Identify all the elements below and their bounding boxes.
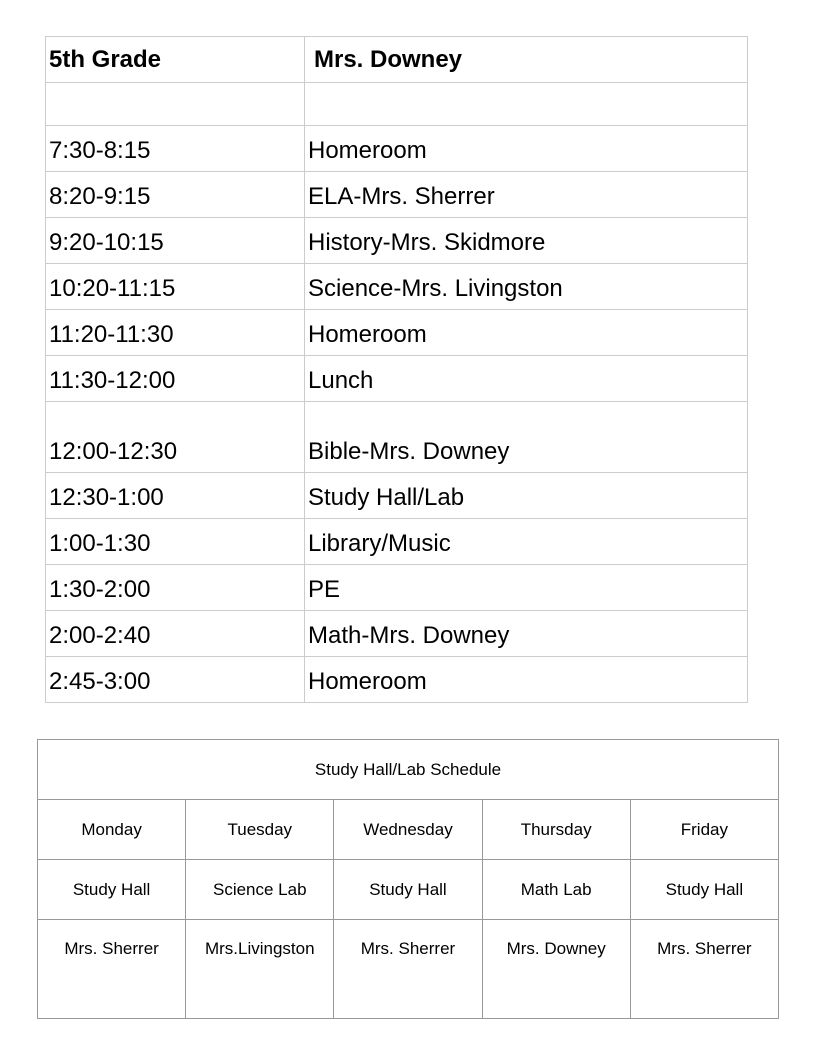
schedule-row bbox=[46, 218, 748, 264]
time-cell: 12:30-1:00 bbox=[46, 473, 305, 519]
teacher-row bbox=[38, 920, 779, 1019]
schedule-row bbox=[46, 611, 748, 657]
teacher-cell: Mrs. Sherrer bbox=[334, 920, 482, 1019]
time-cell: 11:30-12:00 bbox=[46, 356, 305, 402]
time-cell: 1:30-2:00 bbox=[46, 565, 305, 611]
schedule-row bbox=[46, 657, 748, 703]
day-tuesday: Tuesday bbox=[186, 800, 334, 860]
schedule-row bbox=[46, 519, 748, 565]
schedule-row bbox=[46, 172, 748, 218]
teacher-cell: Mrs. Downey bbox=[482, 920, 630, 1019]
class-cell: Homeroom bbox=[305, 126, 748, 172]
teacher-cell: Mrs.Livingston bbox=[186, 920, 334, 1019]
schedule-row bbox=[46, 473, 748, 519]
class-cell: Homeroom bbox=[305, 657, 748, 703]
class-cell: Library/Music bbox=[305, 519, 748, 565]
daily-schedule-table bbox=[45, 36, 748, 703]
time-cell: 10:20-11:15 bbox=[46, 264, 305, 310]
grade-heading: 5th Grade bbox=[46, 37, 305, 83]
teacher-heading: Mrs. Downey bbox=[305, 37, 748, 83]
schedule-row bbox=[46, 310, 748, 356]
class-cell: Bible-Mrs. Downey bbox=[305, 402, 748, 473]
teacher-cell: Mrs. Sherrer bbox=[630, 920, 778, 1019]
activity-cell: Study Hall bbox=[334, 860, 482, 920]
lab-title-row bbox=[38, 740, 779, 800]
class-cell: Math-Mrs. Downey bbox=[305, 611, 748, 657]
day-wednesday: Wednesday bbox=[334, 800, 482, 860]
schedule-row bbox=[46, 402, 748, 473]
time-cell: 9:20-10:15 bbox=[46, 218, 305, 264]
schedule-row bbox=[46, 356, 748, 402]
schedule-row bbox=[46, 264, 748, 310]
schedule-row bbox=[46, 565, 748, 611]
day-row bbox=[38, 800, 779, 860]
class-cell: Study Hall/Lab bbox=[305, 473, 748, 519]
blank-row bbox=[46, 83, 748, 126]
class-cell: History-Mrs. Skidmore bbox=[305, 218, 748, 264]
time-cell: 12:00-12:30 bbox=[46, 402, 305, 473]
class-cell: ELA-Mrs. Sherrer bbox=[305, 172, 748, 218]
activity-cell: Study Hall bbox=[38, 860, 186, 920]
class-cell: PE bbox=[305, 565, 748, 611]
blank-cell bbox=[305, 83, 748, 126]
day-monday: Monday bbox=[38, 800, 186, 860]
teacher-cell: Mrs. Sherrer bbox=[38, 920, 186, 1019]
time-cell: 11:20-11:30 bbox=[46, 310, 305, 356]
activity-cell: Science Lab bbox=[186, 860, 334, 920]
schedule-header-row bbox=[46, 37, 748, 83]
day-thursday: Thursday bbox=[482, 800, 630, 860]
day-friday: Friday bbox=[630, 800, 778, 860]
class-cell: Homeroom bbox=[305, 310, 748, 356]
time-cell: 2:45-3:00 bbox=[46, 657, 305, 703]
time-cell: 1:00-1:30 bbox=[46, 519, 305, 565]
class-cell: Science-Mrs. Livingston bbox=[305, 264, 748, 310]
blank-cell bbox=[46, 83, 305, 126]
study-hall-lab-table bbox=[37, 739, 779, 1019]
lab-table-title: Study Hall/Lab Schedule bbox=[38, 740, 779, 800]
schedule-row bbox=[46, 126, 748, 172]
activity-cell: Study Hall bbox=[630, 860, 778, 920]
time-cell: 8:20-9:15 bbox=[46, 172, 305, 218]
class-cell: Lunch bbox=[305, 356, 748, 402]
activity-row bbox=[38, 860, 779, 920]
time-cell: 2:00-2:40 bbox=[46, 611, 305, 657]
activity-cell: Math Lab bbox=[482, 860, 630, 920]
time-cell: 7:30-8:15 bbox=[46, 126, 305, 172]
